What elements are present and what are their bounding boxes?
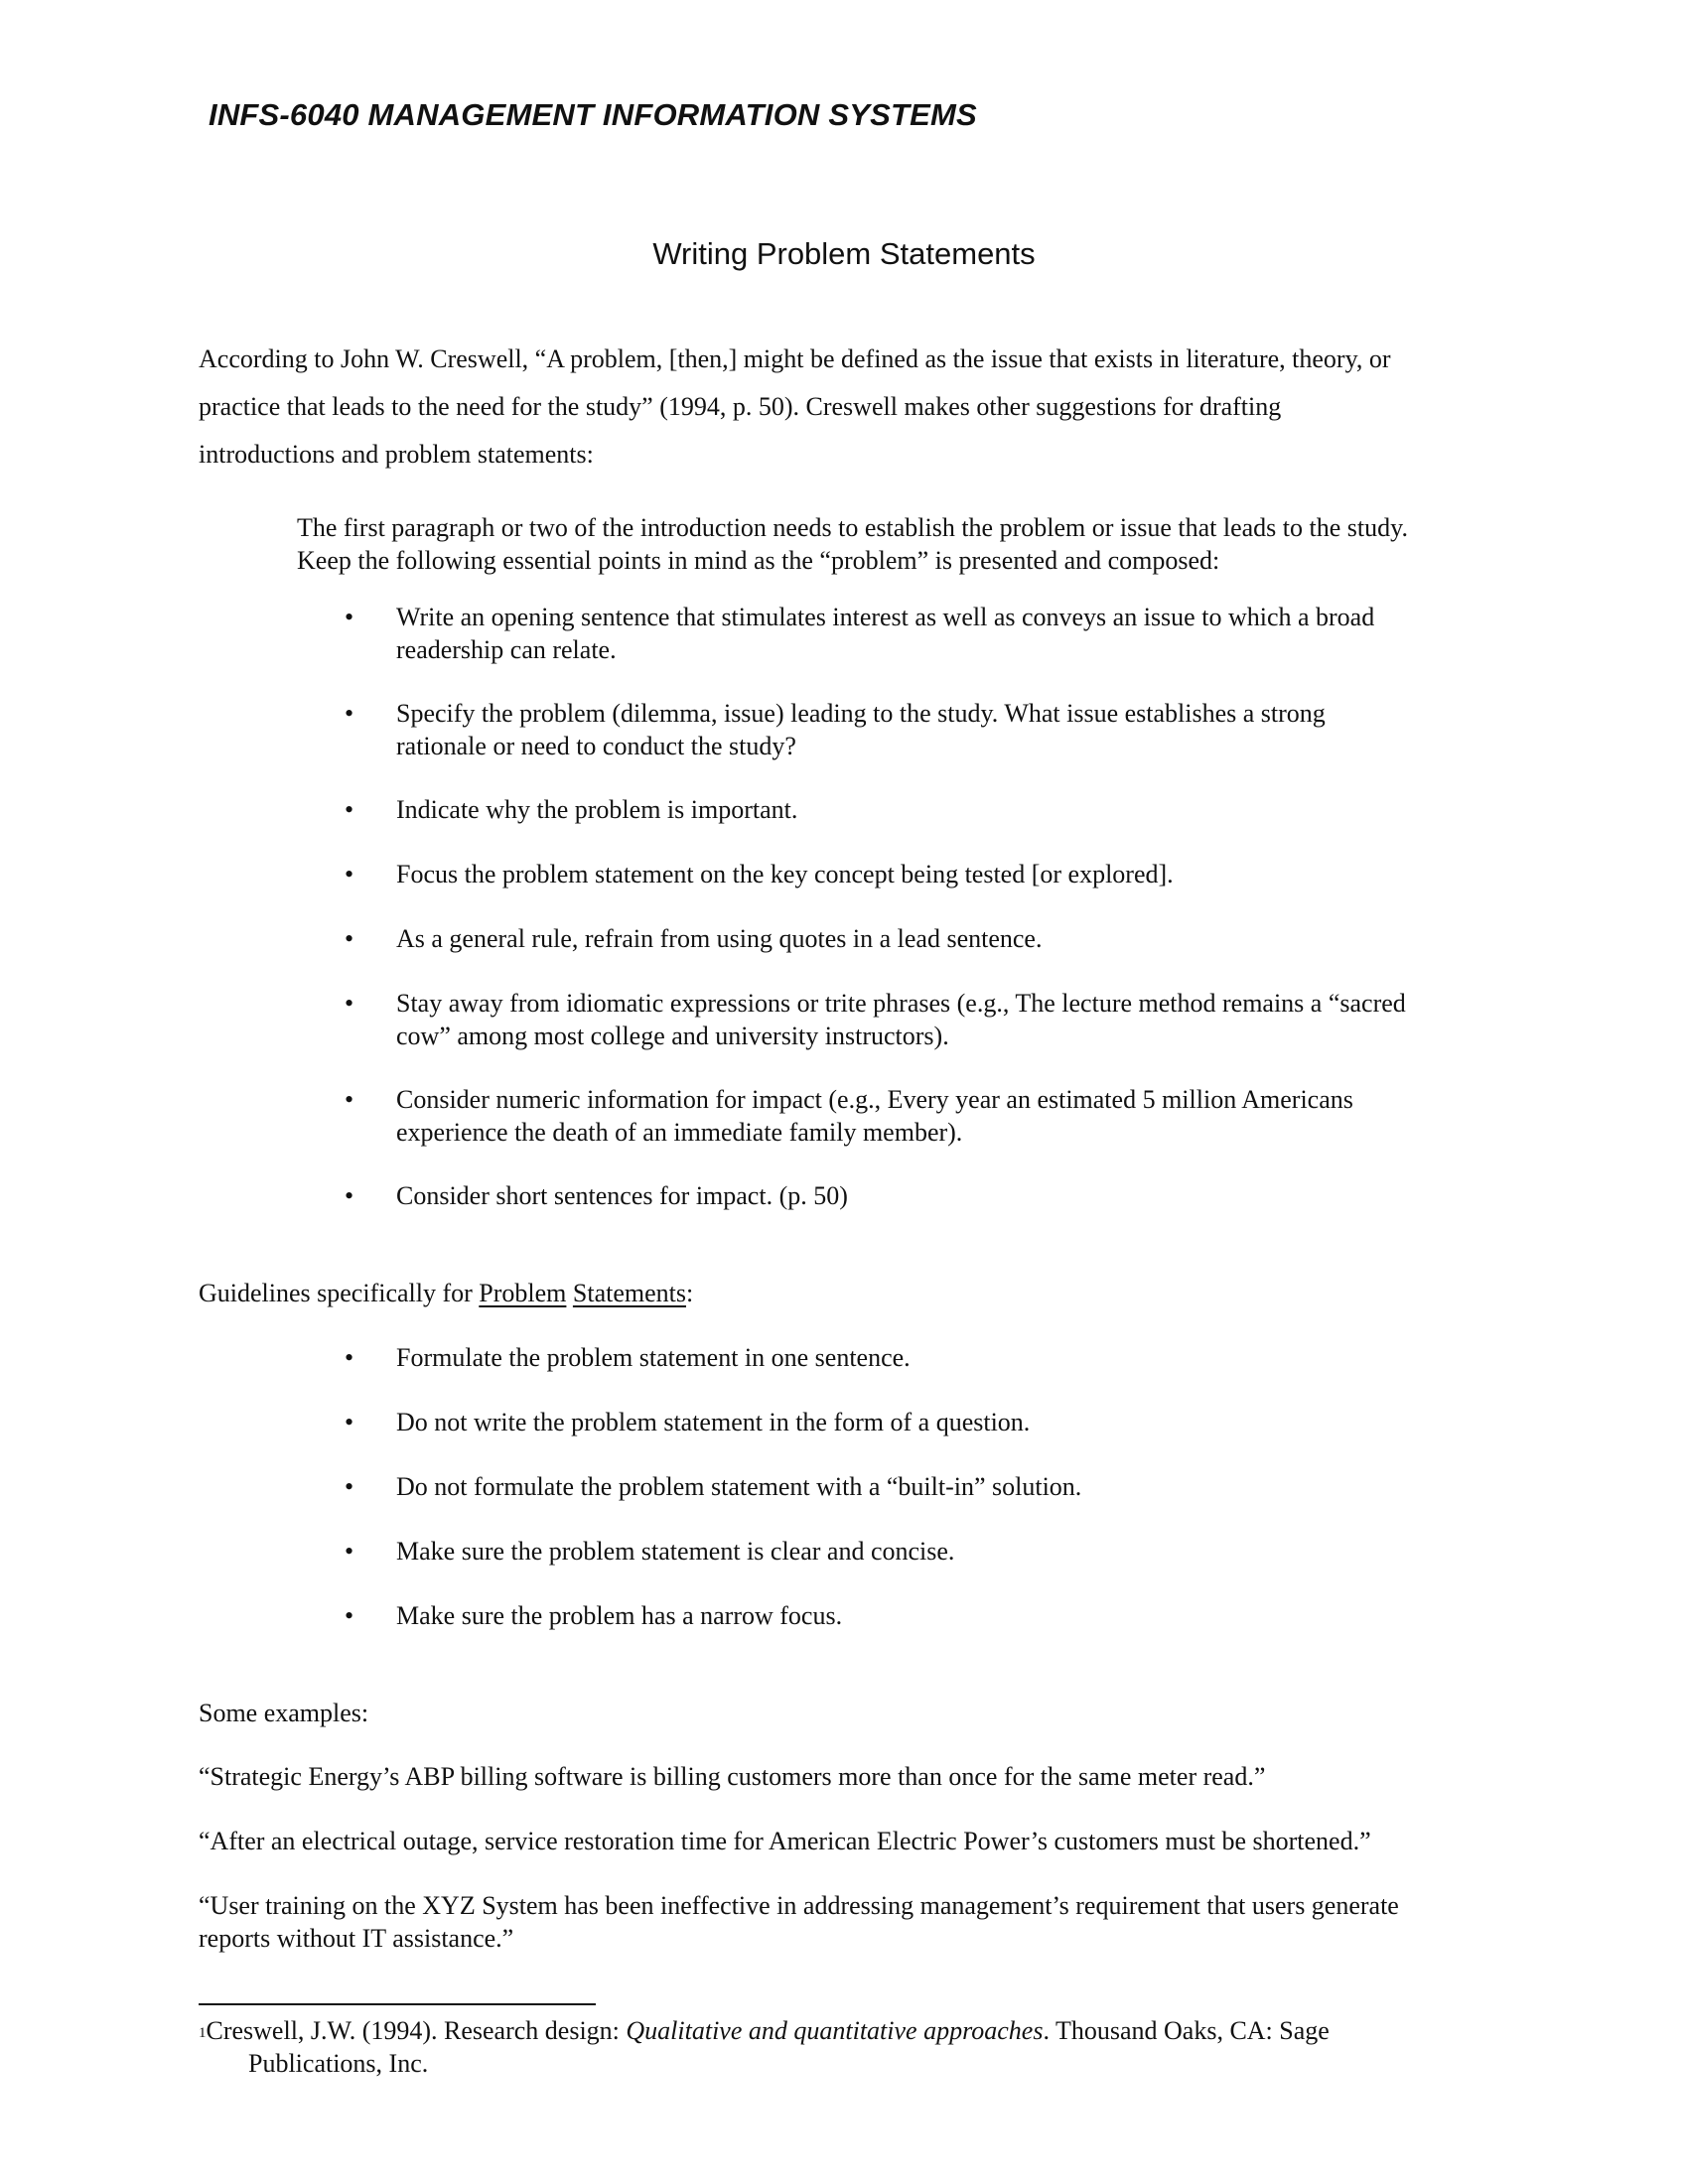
- list-item-text: Stay away from idiomatic expressions or trite phrases (e.g., The lecture method remains a “sacred: [396, 989, 1406, 1018]
- bullet-icon: •: [345, 1601, 354, 1630]
- intro-paragraph: [199, 336, 1499, 478]
- bullet-icon: •: [345, 1537, 354, 1566]
- footnote-marker: 1: [199, 2025, 207, 2041]
- example-statement: [199, 1890, 1509, 1955]
- footnote-divider: [199, 2003, 596, 2005]
- example-text: reports without IT assistance.”: [199, 1923, 514, 1953]
- list-item-text: Formulate the problem statement in one sentence.: [396, 1343, 911, 1372]
- list-item-text: cow” among most college and university instructors).: [396, 1021, 949, 1050]
- bullet-icon: •: [345, 795, 354, 824]
- list-item-text: Consider numeric information for impact (e.g., Every year an estimated 5 million Americans: [396, 1085, 1353, 1114]
- list-item-text: readership can relate.: [396, 634, 617, 664]
- footnote-text: . Thousand Oaks, CA: Sage: [1043, 2016, 1330, 2045]
- bullet-icon: •: [345, 989, 354, 1018]
- block-quote: [297, 512, 1518, 577]
- example-statement: [199, 1826, 1509, 1858]
- guidelines-underlined-problem: Problem: [479, 1279, 567, 1307]
- intro-line: According to John W. Creswell, “A problem, [then,] might be defined as the issue that exists in literature, theory, or: [199, 344, 1391, 373]
- footnote-text: Creswell, J.W. (1994). Research design:: [206, 2016, 627, 2045]
- list-item-text: experience the death of an immediate family member).: [396, 1117, 963, 1147]
- list-item-text: Focus the problem statement on the key concept being tested [or explored].: [396, 860, 1174, 888]
- list-item-text: Do not write the problem statement in the form of a question.: [396, 1408, 1031, 1436]
- examples-heading: Some examples:: [199, 1699, 369, 1727]
- guidelines-heading: [199, 1278, 693, 1309]
- list-item-text: Indicate why the problem is important.: [396, 795, 798, 824]
- list-item-text: Specify the problem (dilemma, issue) leading to the study. What issue establishes a strong: [396, 699, 1326, 728]
- course-header: INFS-6040 MANAGEMENT INFORMATION SYSTEMS: [209, 97, 977, 132]
- footnote-book-title: Qualitative and quantitative approaches: [626, 2016, 1044, 2045]
- bullet-icon: •: [345, 1181, 354, 1210]
- list-item-text: Make sure the problem statement is clear and concise.: [396, 1537, 955, 1566]
- example-statement: [199, 1761, 1509, 1794]
- bullet-icon: •: [345, 860, 354, 888]
- example-text: “After an electrical outage, service restoration time for American Electric Power’s customers must be shortened.”: [199, 1827, 1371, 1855]
- bullet-icon: •: [345, 1343, 354, 1372]
- footnote-continuation: Publications, Inc.: [248, 2048, 429, 2078]
- list-item-text: As a general rule, refrain from using quotes in a lead sentence.: [396, 924, 1043, 953]
- page-title: Writing Problem Statements: [652, 236, 1036, 271]
- quote-line: The first paragraph or two of the introduction needs to establish the problem or issue that leads to the study.: [297, 513, 1408, 542]
- bullet-icon: •: [345, 1085, 354, 1114]
- example-text: “Strategic Energy’s ABP billing software is billing customers more than once for the same meter read.”: [199, 1762, 1266, 1791]
- guidelines-prefix: Guidelines specifically for: [199, 1279, 480, 1307]
- bullet-icon: •: [345, 1408, 354, 1436]
- footnote: [199, 2015, 1509, 2080]
- list-item-text: Make sure the problem has a narrow focus.: [396, 1601, 843, 1630]
- bullet-icon: •: [345, 603, 354, 631]
- example-text: “User training on the XYZ System has been ineffective in addressing management’s requirement that users generate: [199, 1891, 1399, 1920]
- guidelines-underlined-statements: Statements: [572, 1279, 686, 1307]
- list-item-text: Consider short sentences for impact. (p. 50): [396, 1181, 848, 1210]
- bullet-icon: •: [345, 924, 354, 953]
- intro-line: practice that leads to the need for the study” (1994, p. 50). Creswell makes other suggestions for drafting: [199, 392, 1282, 421]
- footnote-line: [199, 2016, 1330, 2045]
- list-item-text: rationale or need to conduct the study?: [396, 731, 796, 760]
- list-item-text: Write an opening sentence that stimulates interest as well as conveys an issue to which a broad: [396, 603, 1375, 631]
- quote-line: Keep the following essential points in mind as the “problem” is presented and composed:: [297, 545, 1220, 575]
- bullet-icon: •: [345, 1472, 354, 1501]
- bullet-icon: •: [345, 699, 354, 728]
- list-item-text: Do not formulate the problem statement with a “built-in” solution.: [396, 1472, 1082, 1501]
- intro-line: introductions and problem statements:: [199, 440, 594, 469]
- guidelines-suffix: :: [686, 1279, 694, 1307]
